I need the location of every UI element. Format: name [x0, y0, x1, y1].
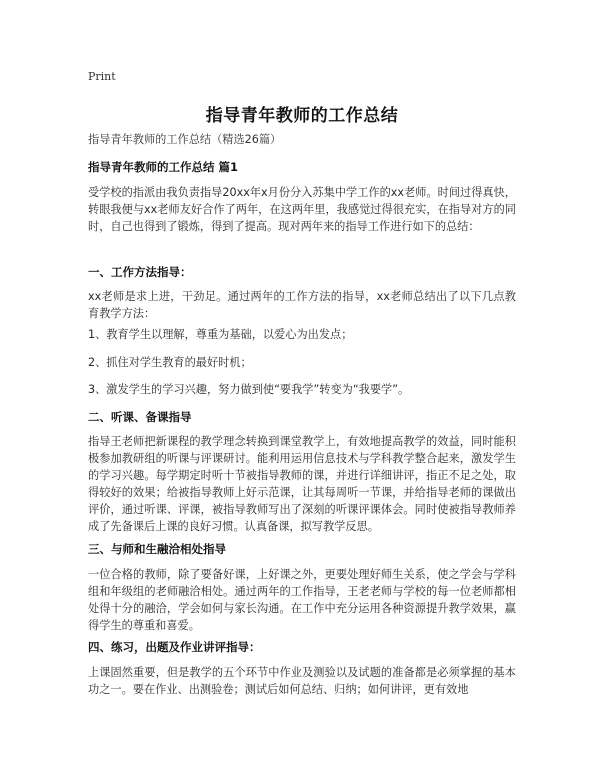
document-subtitle: 指导青年教师的工作总结（精选26篇）	[88, 133, 282, 146]
print-label[interactable]: Print	[88, 70, 116, 83]
intro-paragraph: 受学校的指派由我负责指导20xx年x月份分入苏集中学工作的xx老师。时间过得真快，转眼我便与xx老师友好合作了两年，在这两年里，我感觉过得很充实，在指导对方的同时，自己也得到了锻炼，得到了提高。现对两年来的指导工作进行如下的总结：	[88, 186, 516, 233]
list-item-3: 3、激发学生的学习兴趣，努力做到使“要我学”转变为“我要学”。	[88, 383, 410, 396]
paragraph-lesson-prep: 指导王老师把新课程的教学理念转换到课堂教学上，有效地提高教学的效益，同时能积极参加教研组的听课与评课研讨。能利用运用信息技术与学科教学整合起来，激发学生的学习兴趣。每学期定时听十节被指导教师的课，并进行详细讲评，指正不足之处，取得较好的效果；给被指导教师上好示范课，让其每周听一节课，并给指导老师的课做出评价，通过听课、评课，被指导教师写出了深刻的听课评课体会。同时使被指导教师养成了先备课后上课的良好习惯。认真备课，拟写教学反思。	[88, 435, 516, 533]
heading-exercises: 四、练习，出题及作业讲评指导：	[88, 640, 261, 654]
document-title: 指导青年教师的工作总结	[205, 106, 399, 126]
heading-relations: 三、与师和生融洽相处指导	[88, 542, 226, 556]
paragraph-relations: 一位合格的教师，除了要备好课，上好课之外，更要处理好师生关系，使之学会与学科组和年级组的老师融洽相处。通过两年的工作指导，王老老师与学校的每一位老师都相处得十分的融洽，学会如何与家长沟通。在工作中充分运用各种资源提升教学效果，赢得学生的尊重和喜爱。	[88, 568, 516, 632]
paragraph-exercises: 上课固然重要，但是教学的五个环节中作业及测验以及试题的准备都是必须掌握的基本功之一。要在作业、出测验卷；测试后如何总结、归纳；如何讲评，更有效地	[88, 666, 516, 696]
list-item-2: 2、抓住对学生教育的最好时机；	[88, 356, 252, 369]
heading-lesson-prep: 二、听课、备课指导	[88, 410, 192, 424]
heading-work-method: 一、工作方法指导：	[88, 265, 192, 279]
list-item-1: 1、教育学生以理解，尊重为基础，以爱心为出发点；	[88, 328, 353, 341]
paragraph-work-method: xx老师是求上进，干劲足。通过两年的工作方法的指导，xx老师总结出了以下几点教育教学方法：	[88, 290, 516, 320]
section-title: 指导青年教师的工作总结 篇1	[88, 160, 239, 174]
